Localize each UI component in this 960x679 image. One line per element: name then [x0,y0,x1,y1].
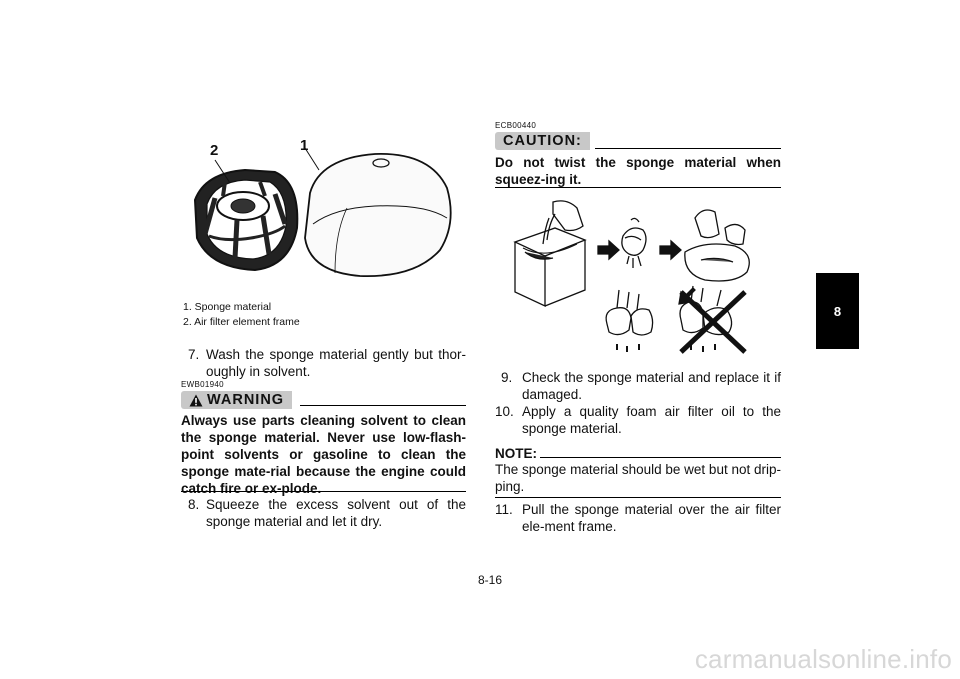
warning-triangle-icon [189,394,203,407]
callout-1: 1 [300,137,309,154]
air-filter-illustration [185,138,460,303]
note-rule-bottom [495,497,781,498]
caution-text: Do not twist the sponge material when squeez-ing it. [495,155,781,187]
note-rule-top [540,457,781,458]
step-number: 10. [495,404,514,419]
warning-rule-top [300,405,466,406]
step-number: 8. [188,497,200,512]
caution-rule-bottom [495,187,781,188]
caution-code: ECB00440 [495,121,537,130]
sponge-drawing [305,154,451,276]
filter-frame-drawing [195,170,297,270]
warning-code: EWB01940 [181,380,224,389]
step-text: Check the sponge material and replace it if damaged. [522,370,781,402]
callout-2: 2 [210,142,219,159]
warning-header [181,391,292,409]
figure-caption-1: 1. Sponge material [183,301,272,313]
page-number: 8-16 [477,573,503,587]
step-11 [495,501,781,535]
step-number: 7. [188,347,200,362]
arrow-right-icon [660,241,681,259]
caution-rule-top [595,148,781,149]
step-text: Wash the sponge material gently but thor-oughly in solvent. [206,347,466,379]
warning-label: WARNING [207,392,285,408]
section-tab: 8 [816,273,859,349]
warning-text: Always use parts cleaning solvent to clean the sponge material. Never use low-flash-point solvents or gasoline to clean the sponge mate-rial because the engine could catch fire or ex-plode. [181,413,466,496]
step-10 [495,403,781,437]
step-9 [501,369,781,403]
step-8 [188,496,466,530]
caution-badge: CAUTION: [495,132,590,150]
warning-badge [181,391,292,409]
step-text: Squeeze the excess solvent out of the sponge material and let it dry. [206,497,466,529]
note-label: NOTE: [495,446,537,461]
solvent-container-drawing [515,201,585,306]
step-text: Pull the sponge material over the air filter ele-ment frame. [522,502,781,534]
correct-squeeze-drawing [606,290,652,352]
squeeze-illustration [505,200,765,362]
watermark: carmanualsonline.info [694,644,952,674]
note-text: The sponge material should be wet but not drip-ping. [495,462,781,494]
step-text: Apply a quality foam air filter oil to the sponge material. [522,404,781,436]
step-7 [188,346,466,380]
arrow-right-icon [598,241,619,259]
squeezing-hand-drawing [622,218,646,268]
step-number: 9. [501,370,513,385]
sponge-in-pan-drawing [685,210,749,281]
step-number: 11. [495,502,513,517]
warning-rule-bottom [181,491,466,492]
figure-caption-2: 2. Air filter element frame [183,316,300,328]
